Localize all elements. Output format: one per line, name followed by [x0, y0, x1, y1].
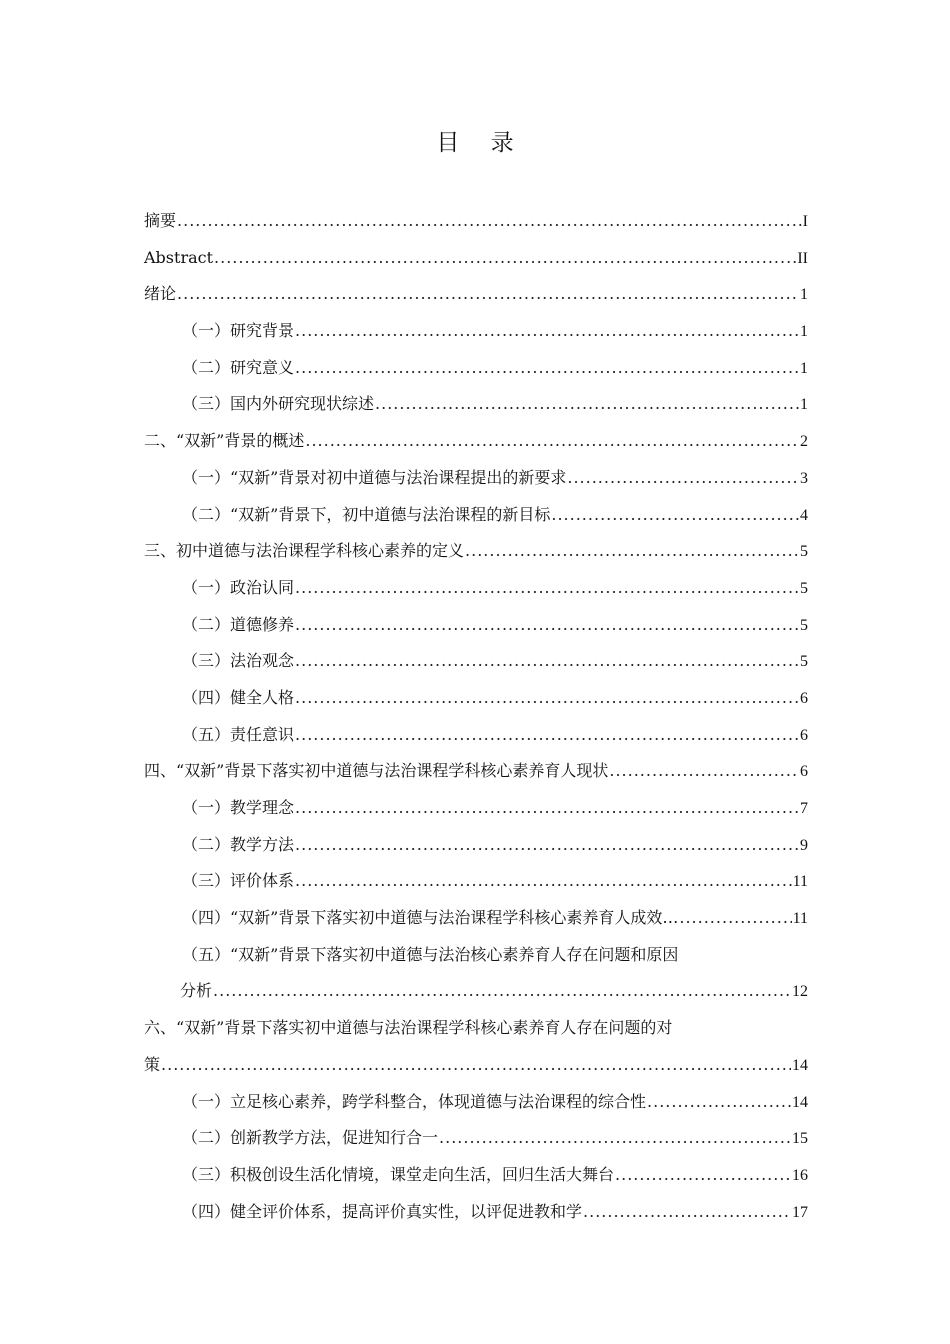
toc-entry[interactable] — [144, 541, 808, 578]
toc-entry-page: II — [797, 249, 808, 267]
toc-dot-leader — [177, 211, 802, 231]
toc-dot-leader — [214, 248, 796, 268]
toc-entry[interactable] — [144, 651, 808, 688]
toc-dot-leader — [295, 871, 792, 891]
toc-dot-leader — [679, 908, 791, 928]
toc-entry-title: （一）研究背景 — [182, 321, 295, 341]
toc-dot-leader — [305, 431, 799, 451]
toc-entry-title: （三）评价体系 — [182, 871, 295, 891]
toc-entry-title: （四）健全评价体系，提高评价真实性，以评促进教和学 — [182, 1201, 583, 1221]
toc-entry-page: 9 — [800, 836, 808, 854]
toc-dot-leader — [465, 541, 799, 561]
toc-entry[interactable] — [144, 725, 808, 762]
toc-entry-page: 17 — [792, 1203, 808, 1221]
toc-entry[interactable] — [144, 761, 808, 798]
toc-entry-page: 5 — [800, 653, 808, 671]
toc-entry[interactable] — [144, 688, 808, 725]
toc-entry-title: 绪论 — [144, 284, 177, 304]
toc-entry-title: （二）“双新”背景下，初中道德与法治课程的新目标 — [182, 504, 551, 524]
toc-entry[interactable] — [144, 1202, 808, 1239]
toc-entry-title: 二、“双新”背景的概述 — [144, 431, 305, 451]
toc-entry-page: 11 — [792, 873, 808, 891]
toc-entry[interactable] — [144, 578, 808, 615]
toc-entry[interactable] — [144, 871, 808, 908]
toc-dot-leader — [177, 284, 799, 304]
toc-entry-page: 2 — [800, 433, 808, 451]
toc-entry[interactable] — [144, 505, 808, 542]
toc-entry-page: 7 — [800, 800, 808, 817]
toc-entry[interactable] — [144, 1055, 808, 1092]
toc-entry-title-continued: 分析 — [180, 981, 213, 1001]
toc-entry[interactable] — [144, 835, 808, 872]
toc-dot-leader — [439, 1128, 791, 1148]
toc-entry[interactable] — [144, 981, 808, 1018]
toc-dot-leader — [295, 615, 799, 635]
toc-dot-leader — [295, 835, 799, 855]
toc-entry[interactable] — [144, 248, 808, 285]
toc-dot-leader — [295, 798, 799, 818]
toc-entry-page: 1 — [800, 396, 808, 414]
toc-dot-leader — [161, 1055, 791, 1075]
toc-entry-title: （二）研究意义 — [182, 357, 295, 377]
toc-dot-leader — [295, 688, 799, 708]
toc-entry-page: 5 — [800, 543, 808, 561]
toc-entry-title: （一）教学理念 — [182, 798, 295, 817]
toc-entry-title: （二）道德修养 — [182, 614, 295, 634]
toc-entry-title: 四、“双新”背景下落实初中道德与法治课程学科核心素养育人现状 — [144, 761, 609, 781]
toc-entry[interactable] — [144, 431, 808, 468]
toc-entry-title: 摘要 — [144, 211, 177, 230]
toc-entry-page: 5 — [800, 616, 808, 634]
toc-entry-title: （二）教学方法 — [182, 834, 295, 854]
toc-entry[interactable] — [144, 468, 808, 505]
toc-entry-page: 16 — [792, 1166, 808, 1184]
table-of-contents — [144, 211, 808, 1238]
toc-entry-title: （三）积极创设生活化情境，课堂走向生活，回归生活大舞台 — [182, 1164, 615, 1184]
toc-entry[interactable] — [144, 284, 808, 321]
toc-dot-leader — [295, 358, 799, 378]
toc-entry[interactable] — [144, 1165, 808, 1202]
toc-dot-leader — [295, 651, 799, 671]
toc-entry-page: 1 — [800, 359, 808, 377]
toc-entry-page: 4 — [800, 506, 808, 524]
page-title: 目 录 — [436, 130, 526, 156]
toc-entry-title: 三、初中道德与法治课程学科核心素养的定义 — [144, 541, 465, 561]
toc-entry-page: I — [802, 213, 808, 230]
toc-entry-page: 11 — [792, 910, 808, 928]
toc-entry-title: （三）国内外研究现状综述 — [182, 394, 375, 414]
toc-dot-leader — [295, 725, 799, 745]
toc-entry-page: 12 — [792, 983, 808, 1001]
toc-entry-page: 6 — [800, 763, 808, 781]
toc-entry-page: 14 — [792, 1093, 808, 1111]
toc-entry[interactable] — [144, 358, 808, 395]
toc-entry-title: （五）责任意识 — [182, 724, 295, 744]
toc-dot-leader — [295, 578, 799, 598]
toc-dot-leader — [213, 981, 791, 1001]
toc-entry[interactable] — [144, 615, 808, 652]
toc-entry[interactable] — [144, 394, 808, 431]
toc-dot-leader — [615, 1165, 791, 1185]
toc-entry[interactable] — [144, 1092, 808, 1129]
toc-entry-title-continued: 策 — [144, 1054, 161, 1074]
toc-entry-wrapped-line[interactable]: （五）“双新”背景下落实初中道德与法治核心素养育人存在问题和原因 — [182, 944, 679, 964]
toc-dot-leader — [551, 505, 799, 525]
toc-entry-page: 5 — [800, 579, 808, 597]
toc-dot-leader — [375, 394, 799, 414]
toc-entry-page: 15 — [792, 1130, 808, 1148]
toc-entry-page: 3 — [800, 469, 808, 487]
toc-entry-title: （四）“双新”背景下落实初中道德与法治课程学科核心素养育人成效… — [182, 908, 679, 928]
toc-entry-title: （一）政治认同 — [182, 577, 295, 597]
toc-entry-title: （四）健全人格 — [182, 687, 295, 707]
toc-entry-page: 6 — [800, 689, 808, 707]
toc-entry-title: （三）法治观念 — [182, 651, 295, 671]
toc-dot-leader — [609, 761, 799, 781]
toc-entry-wrapped-line[interactable]: 六、“双新”背景下落实初中道德与法治课程学科核心素养育人存在问题的对 — [144, 1018, 673, 1038]
toc-entry-title: （一）“双新”背景对初中道德与法治课程提出的新要求 — [182, 467, 567, 487]
toc-entry-title: （二）创新教学方法，促进知行合一 — [182, 1128, 439, 1148]
toc-dot-leader — [647, 1092, 791, 1112]
toc-entry[interactable] — [144, 1128, 808, 1165]
toc-entry[interactable] — [144, 798, 808, 835]
toc-entry-title: （一）立足核心素养，跨学科整合，体现道德与法治课程的综合性 — [182, 1091, 647, 1111]
toc-entry-page: 1 — [800, 286, 808, 304]
toc-dot-leader — [567, 468, 799, 488]
toc-entry[interactable] — [144, 321, 808, 358]
toc-entry[interactable] — [144, 908, 808, 945]
toc-entry-page: 6 — [800, 726, 808, 744]
toc-entry-title: Abstract — [144, 247, 214, 267]
toc-dot-leader — [295, 321, 799, 341]
toc-dot-leader — [583, 1202, 791, 1222]
toc-entry[interactable] — [144, 211, 808, 248]
toc-entry-page: 14 — [792, 1056, 808, 1074]
toc-entry-page: 1 — [800, 323, 808, 341]
